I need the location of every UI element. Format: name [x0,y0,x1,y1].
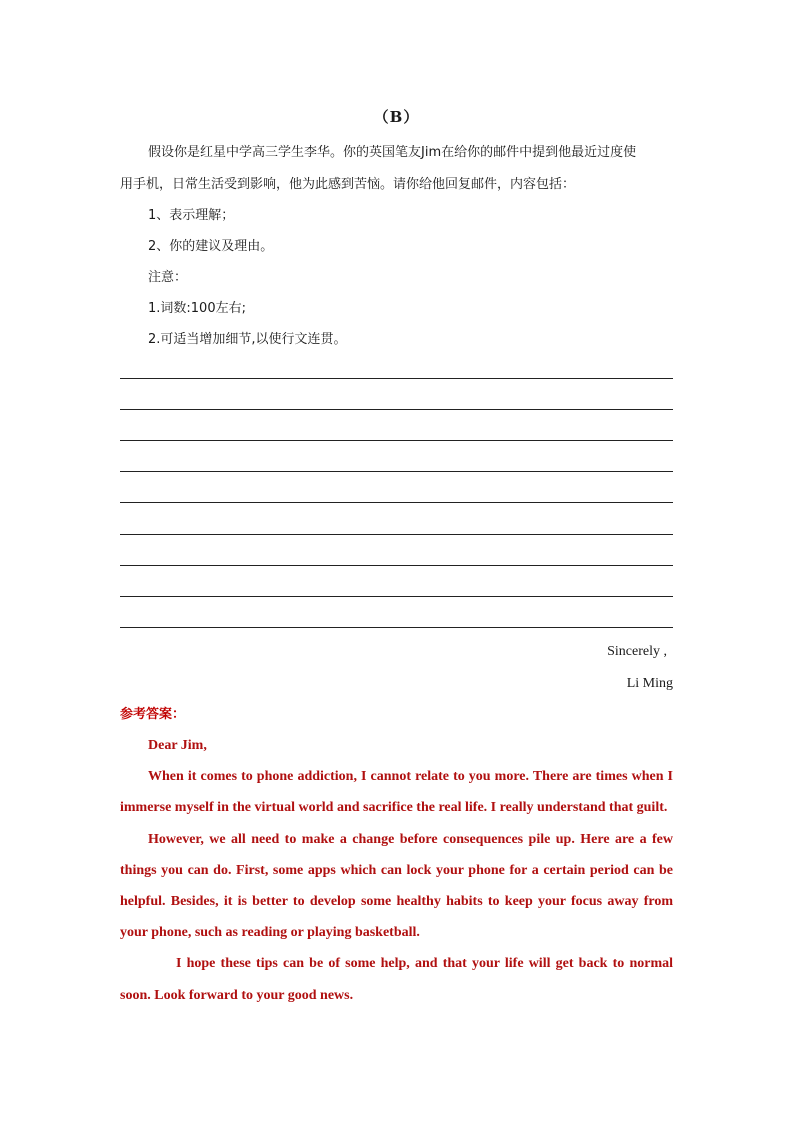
writing-line [120,502,673,503]
prompt-line-1: 假设你是红星中学高三学生李华。你的英国笔友Jim在给你的邮件中提到他最近过度使 [148,145,637,160]
document-page [120,0,673,1123]
notice-label: 注意： [148,270,188,285]
writing-line [120,409,673,410]
notice-item-2: 2.可适当增加细节,以使行文连贯。 [148,332,347,347]
essay-salutation: Dear Jim, [148,738,207,753]
essay-p3-line2: soon. Look forward to your good news. [120,988,354,1003]
essay-p1-line1: When it comes to phone addiction, I cannot relate to you more. There are times when I [148,769,673,784]
prompt-line-2: 用手机，日常生活受到影响，他为此感到苦恼。请你给他回复邮件，内容包括： [120,177,576,192]
answer-heading: 参考答案： [120,707,186,722]
notice-item-1: 1.词数:100左右; [148,301,246,316]
writing-line [120,534,673,535]
writing-line [120,565,673,566]
prompt-item-2: 2、你的建议及理由。 [148,239,274,254]
essay-p2-line4: your phone, such as reading or playing basketball. [120,925,420,940]
writing-line [120,378,673,379]
prompt-item-1: 1、表示理解； [148,208,235,223]
writing-line [120,627,673,628]
closing-sincerely: Sincerely , [607,644,667,659]
closing-name: Li Ming [626,676,673,691]
writing-line [120,471,673,472]
essay-p1-line2: immerse myself in the virtual world and sacrifice the real life. I really understand that guilt. [120,800,668,815]
essay-p2-line2: things you can do. First, some apps which can lock your phone for a certain period can be [120,863,673,878]
essay-p2-line1: However, we all need to make a change before consequences pile up. Here are a few [148,832,673,847]
section-title: （B） [373,108,420,126]
writing-line [120,596,673,597]
essay-p3-line1: I hope these tips can be of some help, and that your life will get back to normal [176,956,673,971]
writing-line [120,440,673,441]
essay-p2-line3: helpful. Besides, it is better to develop some healthy habits to keep your focus away from [120,894,673,909]
